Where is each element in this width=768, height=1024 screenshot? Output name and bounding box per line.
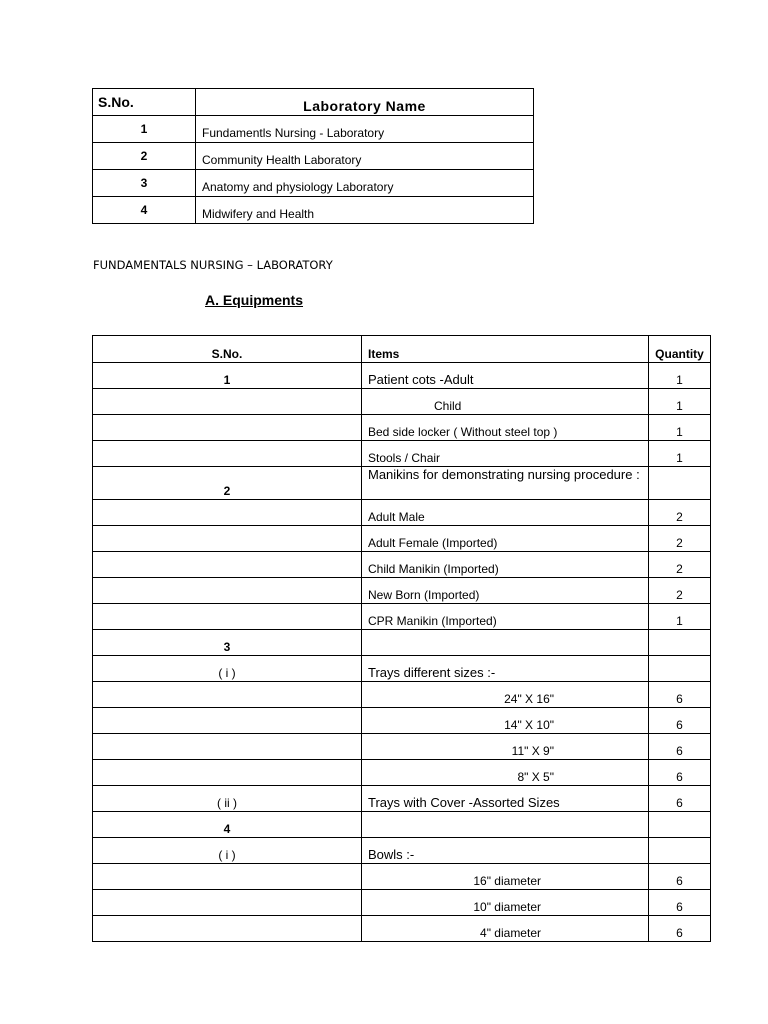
table-row: [93, 389, 711, 415]
equip-qty: 2: [649, 578, 711, 604]
equip-qty: 6: [649, 864, 711, 890]
table-row: [93, 682, 711, 708]
lab-name: Community Health Laboratory: [196, 143, 534, 170]
equip-sno: [93, 916, 362, 942]
equip-sno: [93, 760, 362, 786]
table-row: [93, 734, 711, 760]
equip-sno: [93, 441, 362, 467]
table-row: [93, 363, 711, 389]
equip-item: 4" diameter: [362, 916, 649, 942]
equip-header-items: Items: [362, 336, 649, 363]
lab-sno: 4: [93, 197, 196, 224]
table-row: [93, 526, 711, 552]
table-row: [93, 760, 711, 786]
equip-qty: 6: [649, 734, 711, 760]
table-row: [93, 116, 534, 143]
equip-sno: [93, 500, 362, 526]
equip-header-quantity: Quantity: [649, 336, 711, 363]
equip-item: 11" X 9": [362, 734, 649, 760]
table-row: [93, 500, 711, 526]
lab-table-header-row: [93, 89, 534, 116]
equip-sno: [93, 415, 362, 441]
lab-header-sno: S.No.: [93, 89, 196, 116]
equip-item: 16" diameter: [362, 864, 649, 890]
table-row: [93, 578, 711, 604]
equip-qty: 1: [649, 604, 711, 630]
equip-item: Bowls :-: [362, 838, 649, 864]
equip-sno: 2: [93, 467, 362, 500]
table-row: [93, 838, 711, 864]
table-row: [93, 656, 711, 682]
equip-item: 10" diameter: [362, 890, 649, 916]
equip-item: 14" X 10": [362, 708, 649, 734]
equip-item: Stools / Chair: [362, 441, 649, 467]
equip-qty: 1: [649, 389, 711, 415]
equip-item: Manikins for demonstrating nursing procedure :: [362, 467, 649, 500]
equip-sno: 3: [93, 630, 362, 656]
equip-qty: 1: [649, 441, 711, 467]
lab-sno: 3: [93, 170, 196, 197]
equip-qty: 6: [649, 682, 711, 708]
table-row: [93, 552, 711, 578]
table-row: [93, 708, 711, 734]
equip-sno: ( ii ): [93, 786, 362, 812]
equip-header-sno: S.No.: [93, 336, 362, 363]
equip-sno: [93, 526, 362, 552]
equip-item: New Born (Imported): [362, 578, 649, 604]
equip-sno: [93, 604, 362, 630]
equip-item: Trays with Cover -Assorted Sizes: [362, 786, 649, 812]
equip-item: CPR Manikin (Imported): [362, 604, 649, 630]
laboratory-table: [92, 88, 534, 224]
lab-sno: 1: [93, 116, 196, 143]
equip-item: Adult Female (Imported): [362, 526, 649, 552]
equip-item: Bed side locker ( Without steel top ): [362, 415, 649, 441]
equip-qty: [649, 467, 711, 500]
equip-sno: [93, 890, 362, 916]
lab-name: Anatomy and physiology Laboratory: [196, 170, 534, 197]
equip-qty: 1: [649, 363, 711, 389]
table-row: [93, 441, 711, 467]
equip-item: Patient cots -Adult: [362, 363, 649, 389]
equip-qty: 2: [649, 552, 711, 578]
equip-sno: ( i ): [93, 656, 362, 682]
table-row: [93, 415, 711, 441]
equip-sno: ( i ): [93, 838, 362, 864]
equip-item: [362, 812, 649, 838]
equip-sno: [93, 734, 362, 760]
equip-qty: [649, 630, 711, 656]
equip-sno: [93, 708, 362, 734]
equip-qty: 6: [649, 890, 711, 916]
lab-name: Fundamentls Nursing - Laboratory: [196, 116, 534, 143]
equip-sno: [93, 682, 362, 708]
equipment-table: [92, 335, 711, 942]
equip-qty: [649, 656, 711, 682]
equip-item: 24" X 16": [362, 682, 649, 708]
table-row: [93, 630, 711, 656]
table-row: [93, 916, 711, 942]
lab-sno: 2: [93, 143, 196, 170]
equip-item: Trays different sizes :-: [362, 656, 649, 682]
table-row: [93, 467, 711, 500]
section-heading: FUNDAMENTALS NURSING – LABORATORY: [93, 258, 333, 272]
table-row: [93, 197, 534, 224]
equip-qty: 1: [649, 415, 711, 441]
equip-sno: 4: [93, 812, 362, 838]
equip-table-header-row: [93, 336, 711, 363]
lab-name: Midwifery and Health: [196, 197, 534, 224]
lab-header-name: Laboratory Name: [196, 89, 534, 116]
equip-sno: [93, 864, 362, 890]
equip-item: Child Manikin (Imported): [362, 552, 649, 578]
equip-qty: 6: [649, 760, 711, 786]
equip-qty: [649, 812, 711, 838]
table-row: [93, 864, 711, 890]
equip-sno: 1: [93, 363, 362, 389]
equip-qty: 6: [649, 786, 711, 812]
equip-sno: [93, 552, 362, 578]
sub-heading: A. Equipments: [205, 292, 304, 308]
equip-sno: [93, 389, 362, 415]
equip-qty: 2: [649, 526, 711, 552]
equip-item: 8" X 5": [362, 760, 649, 786]
table-row: [93, 170, 534, 197]
equip-qty: 6: [649, 916, 711, 942]
equip-item: Child: [362, 389, 649, 415]
table-row: [93, 890, 711, 916]
equip-qty: 6: [649, 708, 711, 734]
table-row: [93, 143, 534, 170]
table-row: [93, 604, 711, 630]
table-row: [93, 786, 711, 812]
equip-qty: [649, 838, 711, 864]
equip-sno: [93, 578, 362, 604]
table-row: [93, 812, 711, 838]
equip-qty: 2: [649, 500, 711, 526]
equip-item: Adult Male: [362, 500, 649, 526]
equip-item: [362, 630, 649, 656]
